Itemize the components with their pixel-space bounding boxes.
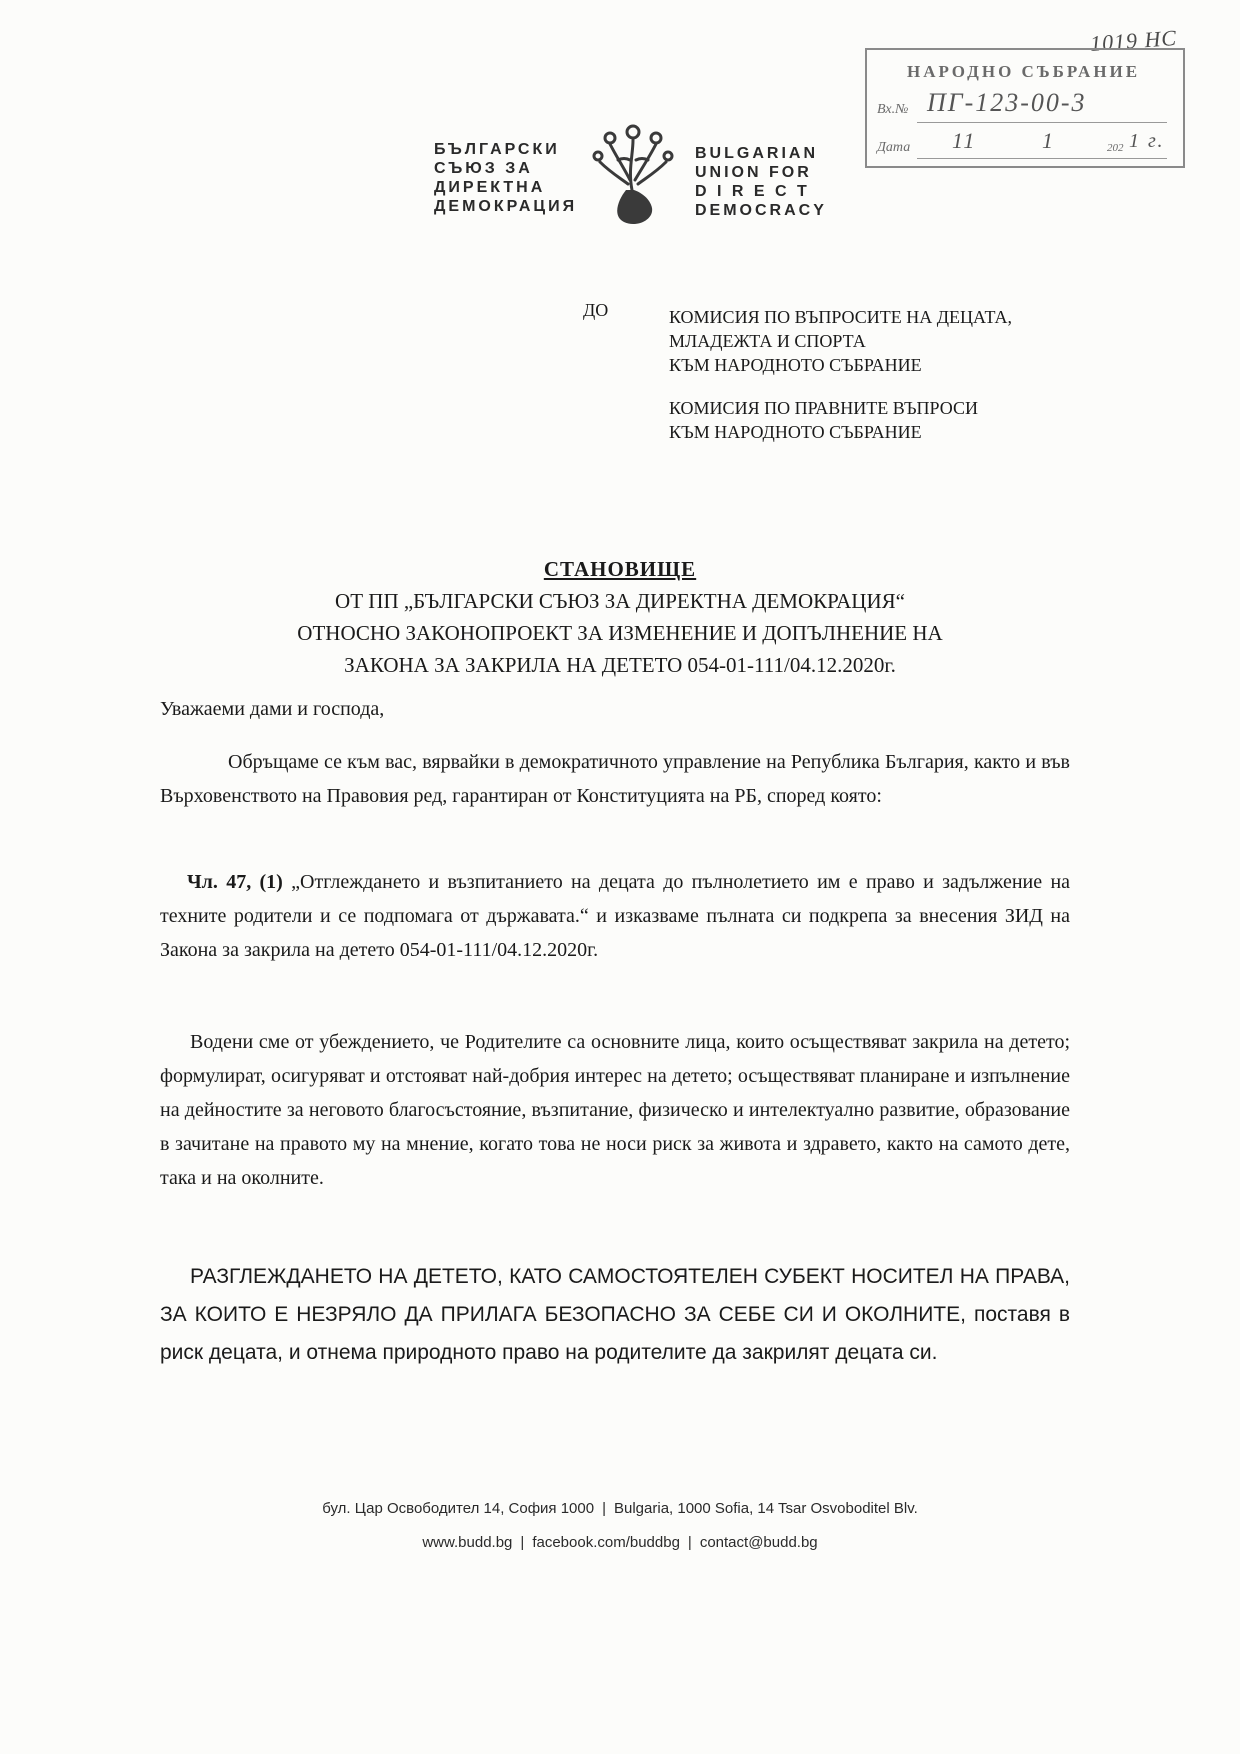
- addressee-line: КОМИСИЯ ПО ВЪПРОСИТЕ НА ДЕЦАТА,: [669, 307, 1013, 327]
- addressee-to-label: ДО: [583, 300, 609, 320]
- paragraph-1: Обръщаме се към вас, вярвайки в демократичното управление на Република България, както и във Върховенството на Правовия ред, гарантиран от Конституцията на РБ, според която:: [160, 751, 1070, 807]
- tree-people-logo-icon: [588, 120, 678, 230]
- addressee-line: КЪМ НАРОДНОТО СЪБРАНИЕ: [669, 355, 922, 375]
- paragraph-2: [160, 865, 1070, 967]
- footer-separator: |: [602, 1500, 606, 1517]
- paragraph-3: Водени сме от убеждението, че Родителите са основните лица, които осъществяват закрила на детето; формулират, осигуряват и отстояват най-добрия интерес на детето; осъществяват планиране и изпълнение на дейностите за неговото благосъстояние, възпитание, физическо и интелектуално развитие, образование в зачитане на правото му на мнение, когато това не носи риск за живота и здравето, както на самото дете, така и на околните.: [160, 1031, 1070, 1189]
- stamp-date-year-suffix: 1 г.: [1129, 130, 1165, 152]
- stamp-date-label: Дата: [877, 140, 911, 155]
- paragraph-4: [160, 1258, 1070, 1372]
- stamp-vh-label: Вх.№: [877, 102, 909, 117]
- footer-facebook-link[interactable]: facebook.com/buddbg: [532, 1534, 680, 1551]
- logo-text-en: [695, 144, 827, 220]
- footer: [0, 1492, 1240, 1560]
- footer-separator: |: [687, 1534, 692, 1551]
- logo-en-line: BULGARIAN: [695, 145, 818, 162]
- title-line: ОТНОСНО ЗАКОНОПРОЕКТ ЗА ИЗМЕНЕНИЕ И ДОПЪЛНЕНИЕ НА: [297, 621, 943, 645]
- title-main: СТАНОВИЩЕ: [543, 557, 697, 581]
- title-line: ЗАКОНА ЗА ЗАКРИЛА НА ДЕТЕТО 054-01-111/04.12.2020г.: [344, 653, 896, 677]
- paragraph-4-rest: , поставя в риск децата, и отнема природното право на родителите да закрилят децата си.: [160, 1303, 1070, 1364]
- stamp-vh-value: ПГ-123-00-3: [927, 88, 1087, 117]
- footer-website-link[interactable]: www.budd.bg: [422, 1534, 513, 1551]
- greeting: Уважаеми дами и господа,: [160, 698, 385, 720]
- logo-text-bg: [434, 140, 577, 216]
- footer-contacts-line: [0, 1526, 1240, 1560]
- logo-bg-line: БЪЛГАРСКИ: [434, 141, 560, 158]
- stamp-date-day: 11: [952, 128, 977, 153]
- addressee-line: КЪМ НАРОДНОТО СЪБРАНИЕ: [669, 422, 922, 442]
- logo-en-line: DEMOCRACY: [695, 202, 827, 219]
- paragraph-2-rest: и изказваме пълната си подкрепа за внесения ЗИД на Закона за закрила на детето 054-01-111/04.12.2020г.: [160, 905, 1071, 961]
- addressee-line: КОМИСИЯ ПО ПРАВНИТЕ ВЪПРОСИ: [669, 398, 978, 418]
- footer-address-line: [0, 1492, 1240, 1526]
- logo-bg-line: ДЕМОКРАЦИЯ: [434, 198, 578, 215]
- stamp-date-month: 1: [1042, 128, 1055, 153]
- handwritten-number: 1019 НС: [1089, 24, 1178, 57]
- paragraph-4-caps: РАЗГЛЕЖДАНЕТО НА ДЕТЕТО, КАТО САМОСТОЯТЕЛЕН СУБЕКТ НОСИТЕЛ НА ПРАВА, ЗА КОИТО Е НЕЗРЯЛО ДА ПРИЛАГА БЕЗОПАСНО ЗА СЕБЕ СИ И ОКОЛНИТЕ: [160, 1265, 1070, 1326]
- article-reference: Чл. 47, (1): [187, 871, 283, 893]
- footer-email-link[interactable]: contact@budd.bg: [699, 1534, 818, 1551]
- addressee-line: МЛАДЕЖТА И СПОРТА: [669, 331, 866, 351]
- logo-en-line: D I R E C T: [695, 183, 810, 200]
- stamp-date-year-prefix: 202: [1107, 142, 1124, 154]
- constitution-quote: „Отглеждането и възпитанието на децата до пълнолетието им е право и задължение на техните родители и се подпомага от държавата.“: [160, 871, 1071, 927]
- title-line: ОТ ПП „БЪЛГАРСКИ СЪЮЗ ЗА ДИРЕКТНА ДЕМОКРАЦИЯ“: [335, 589, 905, 613]
- addressee-block-2: [669, 396, 978, 444]
- logo-en-line: UNION FOR: [695, 164, 812, 181]
- logo-bg-line: СЪЮЗ ЗА: [434, 160, 533, 177]
- footer-address-en: Bulgaria, 1000 Sofia, 14 Tsar Osvoboditel Blv.: [614, 1500, 918, 1517]
- document-title: [280, 553, 960, 681]
- addressee-block-1: [669, 305, 1012, 377]
- registry-stamp: [865, 48, 1185, 168]
- footer-separator: |: [520, 1534, 525, 1551]
- logo-bg-line: ДИРЕКТНА: [434, 179, 546, 196]
- stamp-title: НАРОДНО СЪБРАНИЕ: [907, 62, 1141, 81]
- footer-address-bg: бул. Цар Освободител 14, София 1000: [322, 1500, 595, 1517]
